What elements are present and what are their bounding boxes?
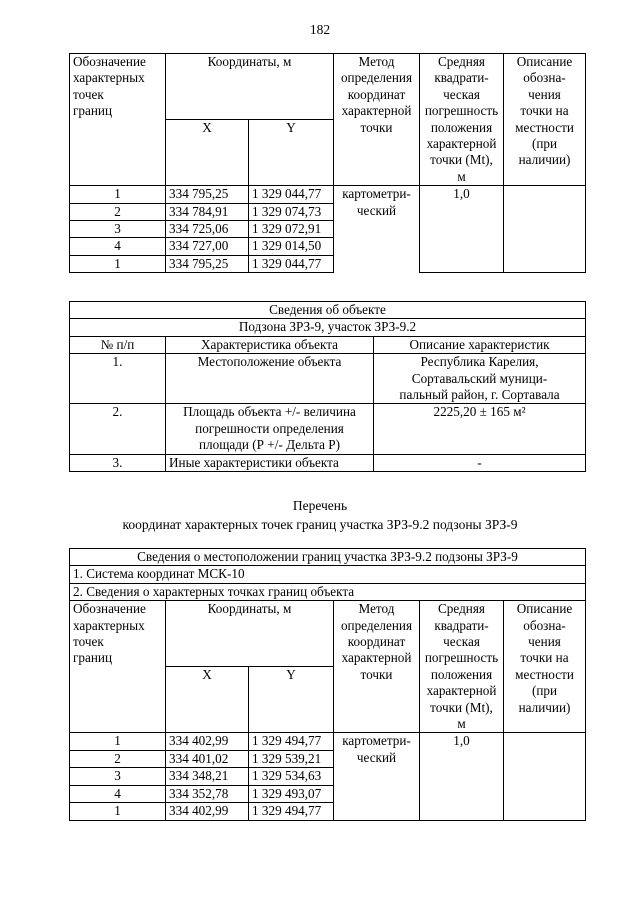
text-line: Метод bbox=[358, 601, 395, 617]
row-number: 2. bbox=[70, 404, 166, 454]
text-line: точки (Mt), bbox=[430, 152, 493, 168]
text-line: картометри- bbox=[342, 186, 411, 202]
header-designation bbox=[70, 601, 166, 733]
method-value bbox=[334, 186, 420, 273]
text-line: - bbox=[477, 454, 482, 470]
text-line: чения bbox=[528, 86, 561, 102]
coord-y: 1 329 044,77 bbox=[249, 186, 334, 203]
text-line: координат bbox=[347, 634, 406, 650]
text-line: погрешности определения bbox=[195, 420, 344, 436]
text-line: точки bbox=[360, 666, 393, 682]
object-info-table bbox=[69, 301, 586, 472]
text-line: определения bbox=[340, 70, 413, 86]
characteristic-name bbox=[166, 454, 374, 471]
info-table-title: Сведения об объекте bbox=[70, 302, 586, 319]
text-line: определения bbox=[340, 617, 413, 633]
header-description bbox=[504, 601, 586, 733]
info-table-subtitle: Подзона ЗРЗ-9, участок ЗРЗ-9.2 bbox=[70, 319, 586, 336]
coord-y: 1 329 534,63 bbox=[249, 768, 334, 785]
row-number: 3. bbox=[70, 454, 166, 471]
text-line: картометри- bbox=[342, 733, 411, 749]
point-number: 3 bbox=[70, 221, 166, 238]
header-y: Y bbox=[249, 120, 334, 186]
text-line: наличии) bbox=[518, 699, 571, 715]
coord-y: 1 329 014,50 bbox=[249, 238, 334, 255]
text-line: характерной bbox=[341, 103, 412, 119]
text-line: Местоположение объекта bbox=[197, 354, 342, 370]
coord-x: 334 725,06 bbox=[166, 221, 249, 238]
text-line: точки на bbox=[520, 650, 569, 666]
coord-x: 334 348,21 bbox=[166, 768, 249, 785]
text-line: площади (Р +/- Дельта Р) bbox=[198, 437, 341, 453]
text-line: Площадь объекта +/- величина bbox=[183, 404, 356, 420]
text-line: Обозначение bbox=[73, 54, 146, 69]
text-line: Средняя bbox=[438, 601, 485, 617]
table-row bbox=[70, 186, 586, 203]
page-number: 182 bbox=[309, 22, 331, 37]
text-line: Описание bbox=[516, 601, 573, 617]
text-line: точки (Mt), bbox=[430, 699, 493, 715]
characteristic-value bbox=[374, 354, 586, 404]
text-line: Республика Карелия, bbox=[420, 354, 539, 370]
point-number: 4 bbox=[70, 238, 166, 255]
point-number: 1 bbox=[70, 255, 166, 272]
text-line: Иные характеристики объекта bbox=[169, 454, 339, 470]
text-line: ческий bbox=[356, 749, 397, 765]
row-number: 1. bbox=[70, 354, 166, 404]
text-line: характерных bbox=[73, 70, 145, 86]
coord-y: 1 329 074,73 bbox=[249, 203, 334, 220]
coord-y: 1 329 072,91 bbox=[249, 221, 334, 238]
text-line: квадрати- bbox=[434, 617, 489, 633]
coord-y: 1 329 494,77 bbox=[249, 803, 334, 820]
coord-x: 334 795,25 bbox=[166, 186, 249, 203]
text-line: точки на bbox=[520, 103, 569, 119]
text-line: координат bbox=[347, 86, 406, 102]
coord-y: 1 329 494,77 bbox=[249, 733, 334, 750]
text-line: Обозначение bbox=[73, 601, 146, 617]
coord-x: 334 727,00 bbox=[166, 238, 249, 255]
text-line: 2225,20 ± 165 м² bbox=[433, 404, 526, 420]
coordinates-table-2 bbox=[69, 548, 586, 821]
header-x: X bbox=[166, 667, 249, 733]
header-designation bbox=[70, 54, 166, 186]
text-line: (при bbox=[531, 136, 558, 152]
rmse-value: 1,0 bbox=[420, 733, 504, 820]
characteristic-name bbox=[166, 354, 374, 404]
text-line: Сортавальский муници- bbox=[411, 370, 548, 386]
text-line: Описание bbox=[516, 54, 573, 69]
text-line: Средняя bbox=[438, 54, 485, 69]
point-number: 2 bbox=[70, 750, 166, 767]
location-title: Сведения о местоположении границ участка ЗРЗ-9.2 подзоны ЗРЗ-9 bbox=[70, 549, 586, 566]
header-method bbox=[334, 601, 420, 733]
text-line: характерной bbox=[426, 683, 497, 699]
text-line: характерной bbox=[341, 650, 412, 666]
points-info: 2. Сведения о характерных точках границ объекта bbox=[70, 583, 586, 600]
text-line: квадрати- bbox=[434, 70, 489, 86]
coord-x: 334 402,99 bbox=[166, 803, 249, 820]
coordinate-system: 1. Система координат МСК-10 bbox=[70, 566, 586, 583]
header-method bbox=[334, 54, 420, 186]
text-line: точек bbox=[73, 634, 104, 650]
point-number: 3 bbox=[70, 768, 166, 785]
header-rmse bbox=[420, 601, 504, 733]
list-heading-subtitle: координат характерных точек границ участка ЗРЗ-9.2 подзоны ЗРЗ-9 bbox=[122, 517, 518, 532]
list-heading-title: Перечень bbox=[292, 498, 348, 513]
coord-x: 334 352,78 bbox=[166, 785, 249, 802]
coord-y: 1 329 044,77 bbox=[249, 255, 334, 272]
header-y: Y bbox=[249, 667, 334, 733]
table-row bbox=[70, 404, 586, 454]
table-row bbox=[70, 454, 586, 471]
point-number: 4 bbox=[70, 785, 166, 802]
text-line: м bbox=[457, 168, 466, 184]
col-header-characteristic: Характеристика объекта bbox=[166, 336, 374, 353]
text-line: обозна- bbox=[523, 617, 566, 633]
text-line: границ bbox=[73, 650, 113, 666]
rmse-value: 1,0 bbox=[420, 186, 504, 273]
coord-x: 334 795,25 bbox=[166, 255, 249, 272]
text-line: границ bbox=[73, 103, 113, 119]
text-line: точки bbox=[360, 119, 393, 135]
list-heading bbox=[0, 496, 640, 534]
description-value bbox=[504, 733, 586, 820]
characteristic-name bbox=[166, 404, 374, 454]
point-number: 1 bbox=[70, 803, 166, 820]
coord-x: 334 784,91 bbox=[166, 203, 249, 220]
text-line: ческий bbox=[356, 202, 397, 218]
header-coordinates: Координаты, м bbox=[166, 601, 334, 667]
text-line: характерных bbox=[73, 617, 145, 633]
text-line: ческая bbox=[443, 86, 480, 102]
text-line: погрешность bbox=[424, 650, 499, 666]
method-value bbox=[334, 733, 420, 820]
characteristic-value bbox=[374, 454, 586, 471]
table-row bbox=[70, 733, 586, 750]
text-line: точек bbox=[73, 86, 104, 102]
table-row bbox=[70, 354, 586, 404]
col-header-number: № п/п bbox=[70, 336, 166, 353]
characteristic-value bbox=[374, 404, 586, 454]
text-line: погрешность bbox=[424, 103, 499, 119]
text-line: Метод bbox=[358, 54, 395, 69]
coord-y: 1 329 539,21 bbox=[249, 750, 334, 767]
coord-x: 334 401,02 bbox=[166, 750, 249, 767]
coordinates-table-1 bbox=[69, 53, 586, 273]
header-x: X bbox=[166, 120, 249, 186]
text-line: пальный район, г. Сортавала bbox=[399, 387, 560, 403]
text-line: ческая bbox=[443, 634, 480, 650]
text-line: характерной bbox=[426, 136, 497, 152]
text-line: положения bbox=[430, 666, 493, 682]
coord-y: 1 329 493,07 bbox=[249, 785, 334, 802]
text-line: положения bbox=[430, 119, 493, 135]
coord-x: 334 402,99 bbox=[166, 733, 249, 750]
description-value bbox=[504, 186, 586, 273]
point-number: 2 bbox=[70, 203, 166, 220]
text-line: обозна- bbox=[523, 70, 566, 86]
point-number: 1 bbox=[70, 186, 166, 203]
text-line: (при bbox=[531, 683, 558, 699]
text-line: местности bbox=[515, 119, 574, 135]
text-line: наличии) bbox=[518, 152, 571, 168]
header-description bbox=[504, 54, 586, 186]
text-line: местности bbox=[515, 666, 574, 682]
header-rmse bbox=[420, 54, 504, 186]
text-line: м bbox=[457, 716, 466, 732]
point-number: 1 bbox=[70, 733, 166, 750]
text-line: чения bbox=[528, 634, 561, 650]
col-header-description: Описание характеристик bbox=[374, 336, 586, 353]
header-coordinates: Координаты, м bbox=[166, 54, 334, 120]
